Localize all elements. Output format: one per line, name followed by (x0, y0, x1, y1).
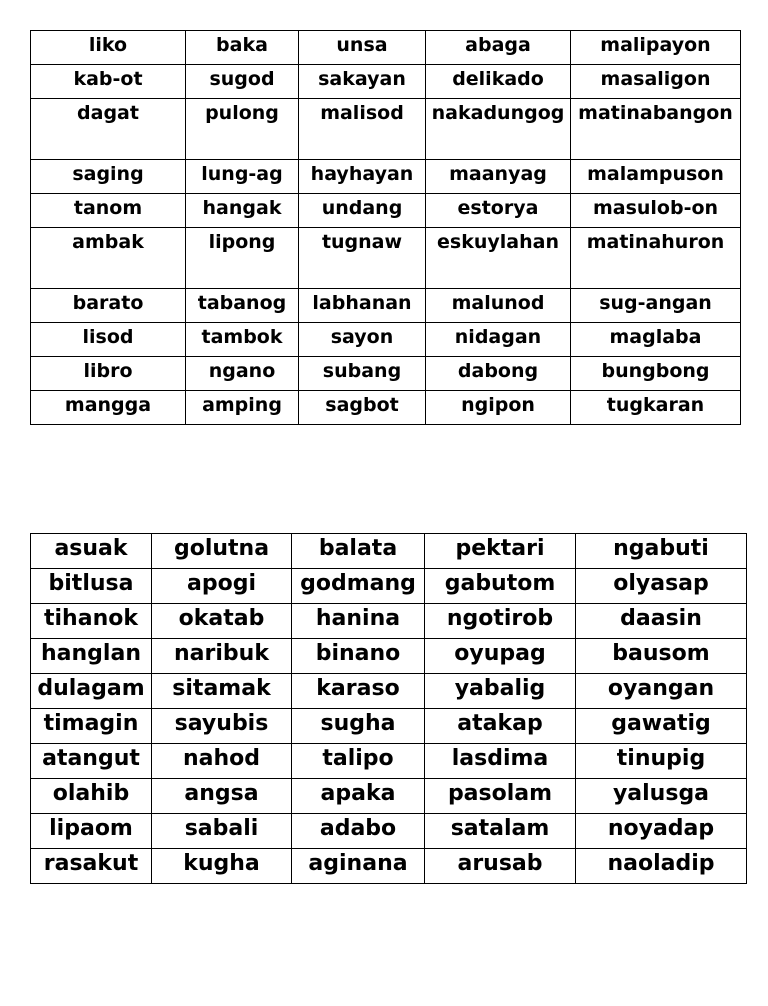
table-cell: dabong (426, 357, 571, 391)
table-cell: maanyag (426, 160, 571, 194)
table-cell: atakap (425, 709, 576, 744)
table-cell: unsa (299, 31, 426, 65)
table-row (31, 639, 747, 674)
table-cell: bitlusa (31, 569, 152, 604)
table-cell: pulong (186, 99, 299, 160)
table-cell: subang (299, 357, 426, 391)
table-cell: atangut (31, 744, 152, 779)
table-cell: lipaom (31, 814, 152, 849)
table-cell: malipayon (571, 31, 741, 65)
table-cell: sayon (299, 323, 426, 357)
table-cell: arusab (425, 849, 576, 884)
table-cell: olahib (31, 779, 152, 814)
table-cell: apaka (292, 779, 425, 814)
table-cell: sabali (152, 814, 292, 849)
table-cell: lisod (31, 323, 186, 357)
table-row (31, 228, 741, 289)
table-cell: ngotirob (425, 604, 576, 639)
table-row (31, 31, 741, 65)
table-cell: kugha (152, 849, 292, 884)
table-row (31, 65, 741, 99)
table-cell: amping (186, 391, 299, 425)
table-cell: tugnaw (299, 228, 426, 289)
table-cell: satalam (425, 814, 576, 849)
table-row (31, 569, 747, 604)
table-cell: saging (31, 160, 186, 194)
table-cell: estorya (426, 194, 571, 228)
table-cell: tambok (186, 323, 299, 357)
table-cell: maglaba (571, 323, 741, 357)
table-cell: sug-angan (571, 289, 741, 323)
table-cell: yabalig (425, 674, 576, 709)
table-cell: hayhayan (299, 160, 426, 194)
table-cell: dagat (31, 99, 186, 160)
table-row (31, 99, 741, 160)
table-row (31, 604, 747, 639)
table-cell: oyupag (425, 639, 576, 674)
table-cell: abaga (426, 31, 571, 65)
table-row (31, 814, 747, 849)
table-cell: bungbong (571, 357, 741, 391)
table-cell: labhanan (299, 289, 426, 323)
table-cell: matinabangon (571, 99, 741, 160)
table-cell: bausom (576, 639, 747, 674)
table-row (31, 160, 741, 194)
table-cell: sugha (292, 709, 425, 744)
table-cell: lung-ag (186, 160, 299, 194)
table-cell: sagbot (299, 391, 426, 425)
table-cell: angsa (152, 779, 292, 814)
table-cell: tinupig (576, 744, 747, 779)
table-cell: daasin (576, 604, 747, 639)
table-cell: karaso (292, 674, 425, 709)
table-cell: malampuson (571, 160, 741, 194)
table-cell: sakayan (299, 65, 426, 99)
table-cell: liko (31, 31, 186, 65)
table-cell: delikado (426, 65, 571, 99)
table-cell: nakadungog (426, 99, 571, 160)
table-cell: godmang (292, 569, 425, 604)
table-cell: barato (31, 289, 186, 323)
table-cell: libro (31, 357, 186, 391)
table-cell: okatab (152, 604, 292, 639)
table-cell: masulob-on (571, 194, 741, 228)
table-row (31, 674, 747, 709)
table-cell: golutna (152, 534, 292, 569)
table-cell: mangga (31, 391, 186, 425)
table-cell: noyadap (576, 814, 747, 849)
table-cell: malisod (299, 99, 426, 160)
table-cell: ambak (31, 228, 186, 289)
table-cell: gabutom (425, 569, 576, 604)
table-cell: aginana (292, 849, 425, 884)
table-cell: talipo (292, 744, 425, 779)
table-cell: tihanok (31, 604, 152, 639)
table-cell: oyangan (576, 674, 747, 709)
table-cell: timagin (31, 709, 152, 744)
table-cell: tabanog (186, 289, 299, 323)
table-cell: dulagam (31, 674, 152, 709)
table-cell: eskuylahan (426, 228, 571, 289)
table-row (31, 194, 741, 228)
table-cell: nidagan (426, 323, 571, 357)
table-cell: gawatig (576, 709, 747, 744)
table-cell: sayubis (152, 709, 292, 744)
table-cell: olyasap (576, 569, 747, 604)
table-cell: naribuk (152, 639, 292, 674)
word-table-1 (30, 30, 741, 425)
table-cell: ngabuti (576, 534, 747, 569)
table-cell: masaligon (571, 65, 741, 99)
table-cell: apogi (152, 569, 292, 604)
table-cell: lasdima (425, 744, 576, 779)
table-row (31, 779, 747, 814)
table-cell: asuak (31, 534, 152, 569)
table-cell: tanom (31, 194, 186, 228)
table-cell: naoladip (576, 849, 747, 884)
table-cell: matinahuron (571, 228, 741, 289)
table-cell: binano (292, 639, 425, 674)
table-cell: hanglan (31, 639, 152, 674)
table-cell: yalusga (576, 779, 747, 814)
table-cell: pektari (425, 534, 576, 569)
table-cell: baka (186, 31, 299, 65)
table-row (31, 534, 747, 569)
word-table-2 (30, 533, 747, 884)
table-row (31, 391, 741, 425)
table-cell: nahod (152, 744, 292, 779)
table-cell: sitamak (152, 674, 292, 709)
table-cell: balata (292, 534, 425, 569)
table-row (31, 849, 747, 884)
table-row (31, 744, 747, 779)
table-cell: malunod (426, 289, 571, 323)
table-cell: adabo (292, 814, 425, 849)
table-row (31, 323, 741, 357)
table-cell: kab-ot (31, 65, 186, 99)
table-cell: ngipon (426, 391, 571, 425)
table-row (31, 289, 741, 323)
table-cell: hanina (292, 604, 425, 639)
table-cell: ngano (186, 357, 299, 391)
table-cell: undang (299, 194, 426, 228)
table-row (31, 709, 747, 744)
table-cell: lipong (186, 228, 299, 289)
table-cell: rasakut (31, 849, 152, 884)
table-cell: tugkaran (571, 391, 741, 425)
table-cell: pasolam (425, 779, 576, 814)
table-cell: hangak (186, 194, 299, 228)
table-cell: sugod (186, 65, 299, 99)
table-row (31, 357, 741, 391)
